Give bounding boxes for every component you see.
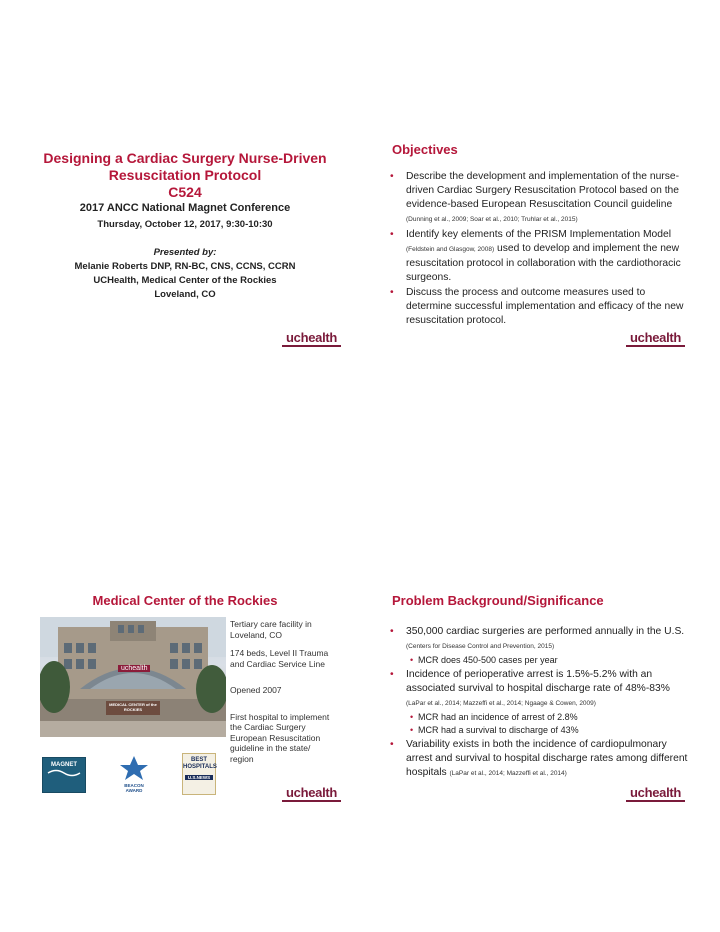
logo-text: uchealth bbox=[630, 330, 682, 345]
presenter-location: Loveland, CO bbox=[154, 289, 216, 300]
beacon-star-icon bbox=[116, 755, 152, 781]
facts-list bbox=[230, 619, 330, 764]
hospital-building-image bbox=[40, 617, 226, 737]
problem-item bbox=[388, 625, 692, 654]
problem-subitem: • MCR had an incidence of arrest of 2.8% bbox=[388, 711, 692, 724]
magnet-badge bbox=[42, 757, 86, 793]
title-line-1: Designing a Cardiac Surgery Nurse-Driven bbox=[43, 150, 327, 166]
fact-item: Opened 2007 bbox=[230, 685, 282, 695]
citation: (LaPar et al., 2014; Mazzeffi et al., 2014; Ngaage & Cowen, 2009) bbox=[406, 700, 596, 707]
problem-list bbox=[388, 625, 692, 781]
problem-subitem: • MCR does 450-500 cases per year bbox=[388, 654, 692, 667]
objective-item bbox=[388, 170, 688, 227]
logo-text: uchealth bbox=[286, 330, 338, 345]
citation: (LaPar et al., 2014; Mazzeffi et al., 2014) bbox=[449, 770, 567, 777]
fact-item: Tertiary care facility in Loveland, CO bbox=[230, 619, 312, 640]
best-hospitals-badge bbox=[182, 753, 216, 795]
uchealth-logo bbox=[286, 785, 337, 800]
objective-text: used to develop and implement the new resuscitation protocol in collaboration with the cardiothoracic surgeons. bbox=[406, 243, 681, 283]
citation: (Feldstein and Glasgow, 2008) bbox=[406, 246, 495, 253]
slide-problem-background bbox=[368, 585, 698, 805]
logo-text: uchealth bbox=[630, 785, 682, 800]
title-line-2: Resuscitation Protocol bbox=[108, 167, 262, 183]
problem-text: 350,000 cardiac surgeries are performed annually in the U.S. bbox=[406, 626, 685, 637]
slide-objectives bbox=[368, 130, 698, 350]
objective-text: Describe the development and implementation of the nurse-driven Cardiac Surgery Resuscitation Protocol based on the evidence-based European Resuscitation Council guideline bbox=[406, 171, 680, 210]
logo-text: uchealth bbox=[286, 785, 338, 800]
medical-center-heading: Medical Center of the Rockies bbox=[92, 593, 278, 608]
fact-item: 174 beds, Level II Trauma and Cardiac Service Line bbox=[230, 648, 329, 669]
magnet-wave-icon bbox=[47, 768, 81, 778]
objectives-heading: Objectives bbox=[392, 142, 458, 157]
beacon-badge bbox=[116, 755, 152, 793]
problem-text: Variability exists in both the incidence of cardiopulmonary arrest and survival to hospital discharge rates among different hospitals bbox=[406, 739, 688, 778]
presentation-title bbox=[20, 150, 350, 201]
problem-item bbox=[388, 668, 692, 711]
problem-subitem: • MCR had a survival to discharge of 43% bbox=[388, 724, 692, 737]
hospital-photo bbox=[40, 617, 226, 737]
citation: (Dunning et al., 2009; Soar et al., 2010; Truhlar et al., 2015) bbox=[406, 216, 578, 223]
best-hospitals-text: BEST HOSPITALS bbox=[183, 757, 217, 770]
presenter-name: Melanie Roberts DNP, RN-BC, CNS, CCNS, CCRN bbox=[74, 261, 296, 272]
objective-item bbox=[388, 228, 688, 285]
beacon-badge-text: BEACON AWARD bbox=[124, 783, 144, 793]
conference-name: 2017 ANCC National Magnet Conference bbox=[79, 202, 291, 214]
uchealth-logo bbox=[630, 330, 681, 345]
session-date: Thursday, October 12, 2017, 9:30-10:30 bbox=[97, 219, 273, 230]
fact-item: First hospital to implement the Cardiac Surgery European Resuscitation guideline in the state/ region bbox=[230, 711, 330, 764]
session-code: C524 bbox=[168, 184, 202, 200]
problem-item bbox=[388, 738, 692, 781]
problem-text: Incidence of perioperative arrest is 1.5%-5.2% with an associated survival to hospital discharge rate of 48%-83% bbox=[406, 669, 670, 694]
slide-medical-center bbox=[20, 585, 350, 805]
objective-text: Identify key elements of the PRISM Implementation Model bbox=[406, 229, 671, 240]
uchealth-logo bbox=[286, 330, 337, 345]
uchealth-logo bbox=[630, 785, 681, 800]
problem-heading: Problem Background/Significance bbox=[392, 593, 604, 608]
building-sign: MEDICAL CENTER of the ROCKIES bbox=[109, 702, 157, 712]
slide-title bbox=[20, 130, 350, 350]
citation: (Centers for Disease Control and Prevention, 2015) bbox=[406, 643, 555, 650]
presented-by-label: Presented by: bbox=[153, 247, 217, 258]
objective-text: Discuss the process and outcome measures used to determine successful implementation and efficacy of the new resuscitation protocol. bbox=[406, 287, 684, 326]
presenter-org: UCHealth, Medical Center of the Rockies bbox=[93, 275, 277, 286]
building-logo: uchealth bbox=[118, 665, 150, 672]
objective-item bbox=[388, 286, 688, 328]
objectives-list bbox=[388, 170, 688, 328]
usnews-text: U.S.NEWS bbox=[185, 775, 213, 780]
magnet-badge-text: MAGNET bbox=[51, 762, 77, 768]
